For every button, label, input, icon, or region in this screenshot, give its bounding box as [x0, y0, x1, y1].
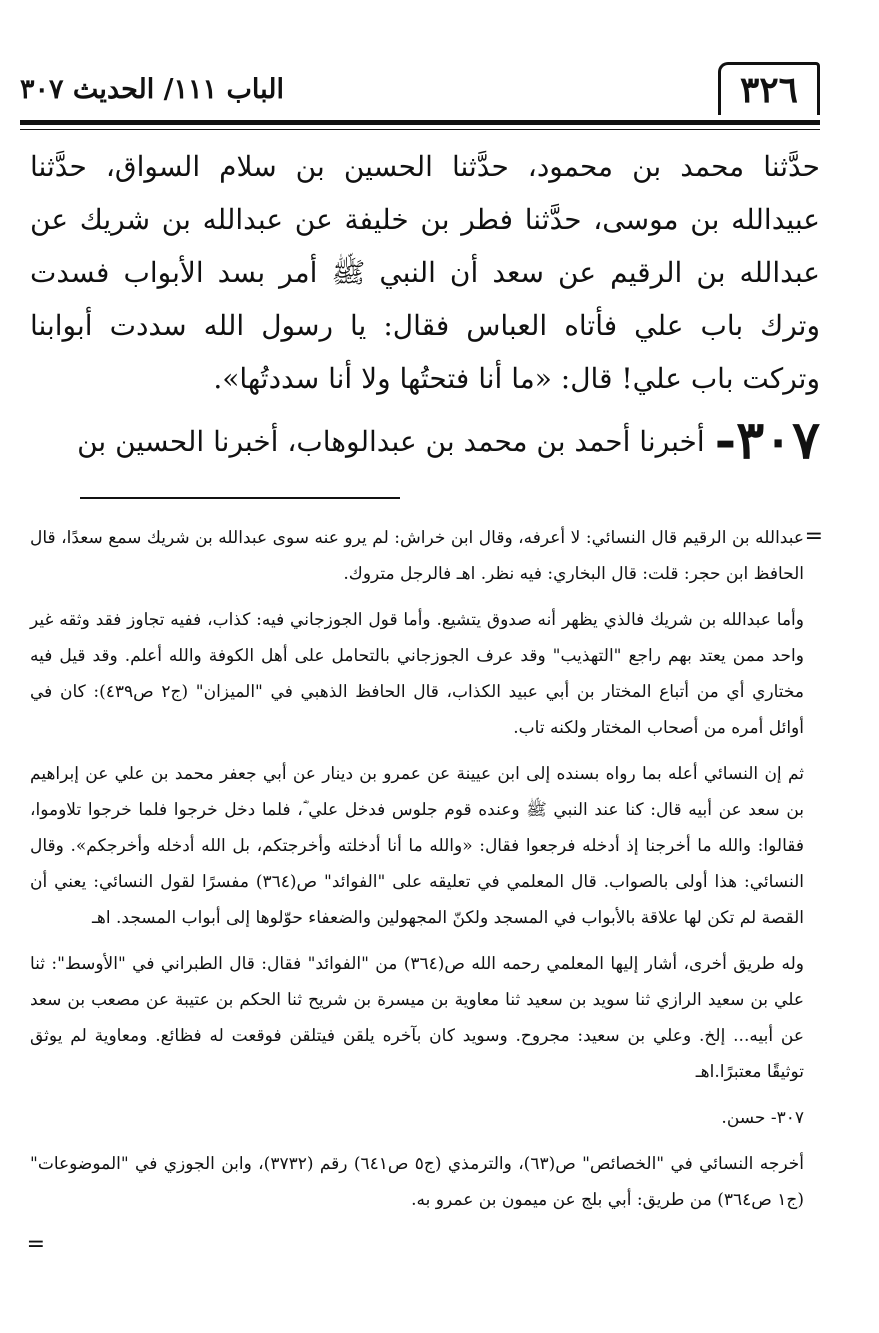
page-header — [20, 62, 820, 120]
footnote-paragraph: أخرجه النسائي في "الخصائص" ص(٦٣)، والترمذي (ج٥ ص٦٤١) رقم (٣٧٣٢)، وابن الجوزي في "الموضوعات" (ج١ ص٣٦٤) من طريق: أبي بلج عن ميمون بن عمرو به. — [30, 1154, 804, 1210]
footnote-paragraph: وأما عبدالله بن شريك فالذي يظهر أنه صدوق يتشيع. وأما قول الجوزجاني فيه: كذاب، ففيه تجاوز فقد وثقه غير واحد ممن يعتد بهم راجع "التهذيب" وقد عرف الجوزجاني بالتحامل على أهل الكوفة والله أعلم. وقد قيل فيه مختاري أي من أتباع المختار بن أبي عبيد الكذاب، قال الحافظ الذهبي في "الميزان" (ج٢ ص٤٣٩): كان في أوائل أمره من أصحاب المختار ولكنه تاب. — [30, 610, 804, 738]
hadith-number: ٣٠٧- — [714, 410, 820, 471]
main-text — [30, 140, 820, 471]
page-number: ٣٢٦ — [718, 62, 820, 115]
footnote-divider — [80, 497, 400, 499]
hadith-306-text: حدَّثنا محمد بن محمود، حدَّثنا الحسين بن سلام السواق، حدَّثنا عبيدالله بن موسى، حدَّثنا فطر بن خليفة عن عبدالله بن شريك عن عبدالله بن الرقيم عن سعد أن النبي ﷺ أمر بسد الأبواب فسدت وترك باب علي فأتاه العباس فقال: يا رسول الله سددت أبوابنا وتركت باب علي! قال: «ما أنا فتحتُها ولا أنا سددتُها». — [30, 150, 820, 395]
hadith-grade: ٣٠٧- حسن. — [721, 1108, 804, 1128]
header-rule — [20, 120, 820, 125]
continuation-mark-top: = — [804, 524, 823, 549]
footnote-paragraph: وله طريق أخرى، أشار إليها المعلمي رحمه الله ص(٣٦٤) من "الفوائد" فقال: قال الطبراني في "الأوسط": ثنا علي بن سعيد الرازي ثنا سويد بن سعيد ثنا معاوية بن ميسرة بن شريح ثنا الحكم بن عتيبة عن مصعب بن سعد عن أبيه... إلخ. وعلي بن سعيد: مجروح. وسويد كان بآخره يلقن فيتلقن فوقعت له فظائع. ومعاوية لم يوثق توثيقًا معتبرًا.اهـ — [30, 954, 804, 1082]
header-rule-thin — [20, 129, 820, 130]
footnotes — [30, 520, 804, 1228]
footnote-paragraph: عبدالله بن الرقيم قال النسائي: لا أعرفه، وقال ابن خراش: لم يرو عنه سوى عبدالله بن شريك سمع سعدًا، قال الحافظ ابن حجر: قلت: قال البخاري: فيه نظر. اهـ فالرجل متروك. — [30, 528, 804, 584]
hadith-307 — [30, 411, 820, 471]
hadith-307-text: أخبرنا أحمد بن محمد بن عبدالوهاب، أخبرنا الحسين بن — [77, 424, 705, 458]
footnote-paragraph: ثم إن النسائي أعله بما رواه بسنده إلى ابن عيينة عن عمرو بن دينار عن أبي جعفر محمد بن علي عن إبراهيم بن سعد عن أبيه قال: كنا عند النبي ﷺ وعنده قوم جلوس فدخل علي ؓ، فلما دخل خرجوا فلما خرجوا تلاوموا، فقالوا: والله ما أخرجنا إذ أدخله فرجعوا فقال: «والله ما أنا أدخلته وأخرجتكم، بل الله أدخله وأخرجكم». وقال النسائي: هذا أولى بالصواب. قال المعلمي في تعليقه على "الفوائد" ص(٣٦٤) مفسرًا لقول النسائي: يعني أن القصة لم تكن لها علاقة بالأبواب في المسجد ولكنّ المجهولين والضعفاء حوّلوها إلى أبواب المسجد. اهـ — [30, 764, 805, 928]
chapter-title: الباب ١١١/ الحديث ٣٠٧ — [20, 74, 284, 105]
continuation-mark-bottom: = — [26, 1232, 45, 1257]
